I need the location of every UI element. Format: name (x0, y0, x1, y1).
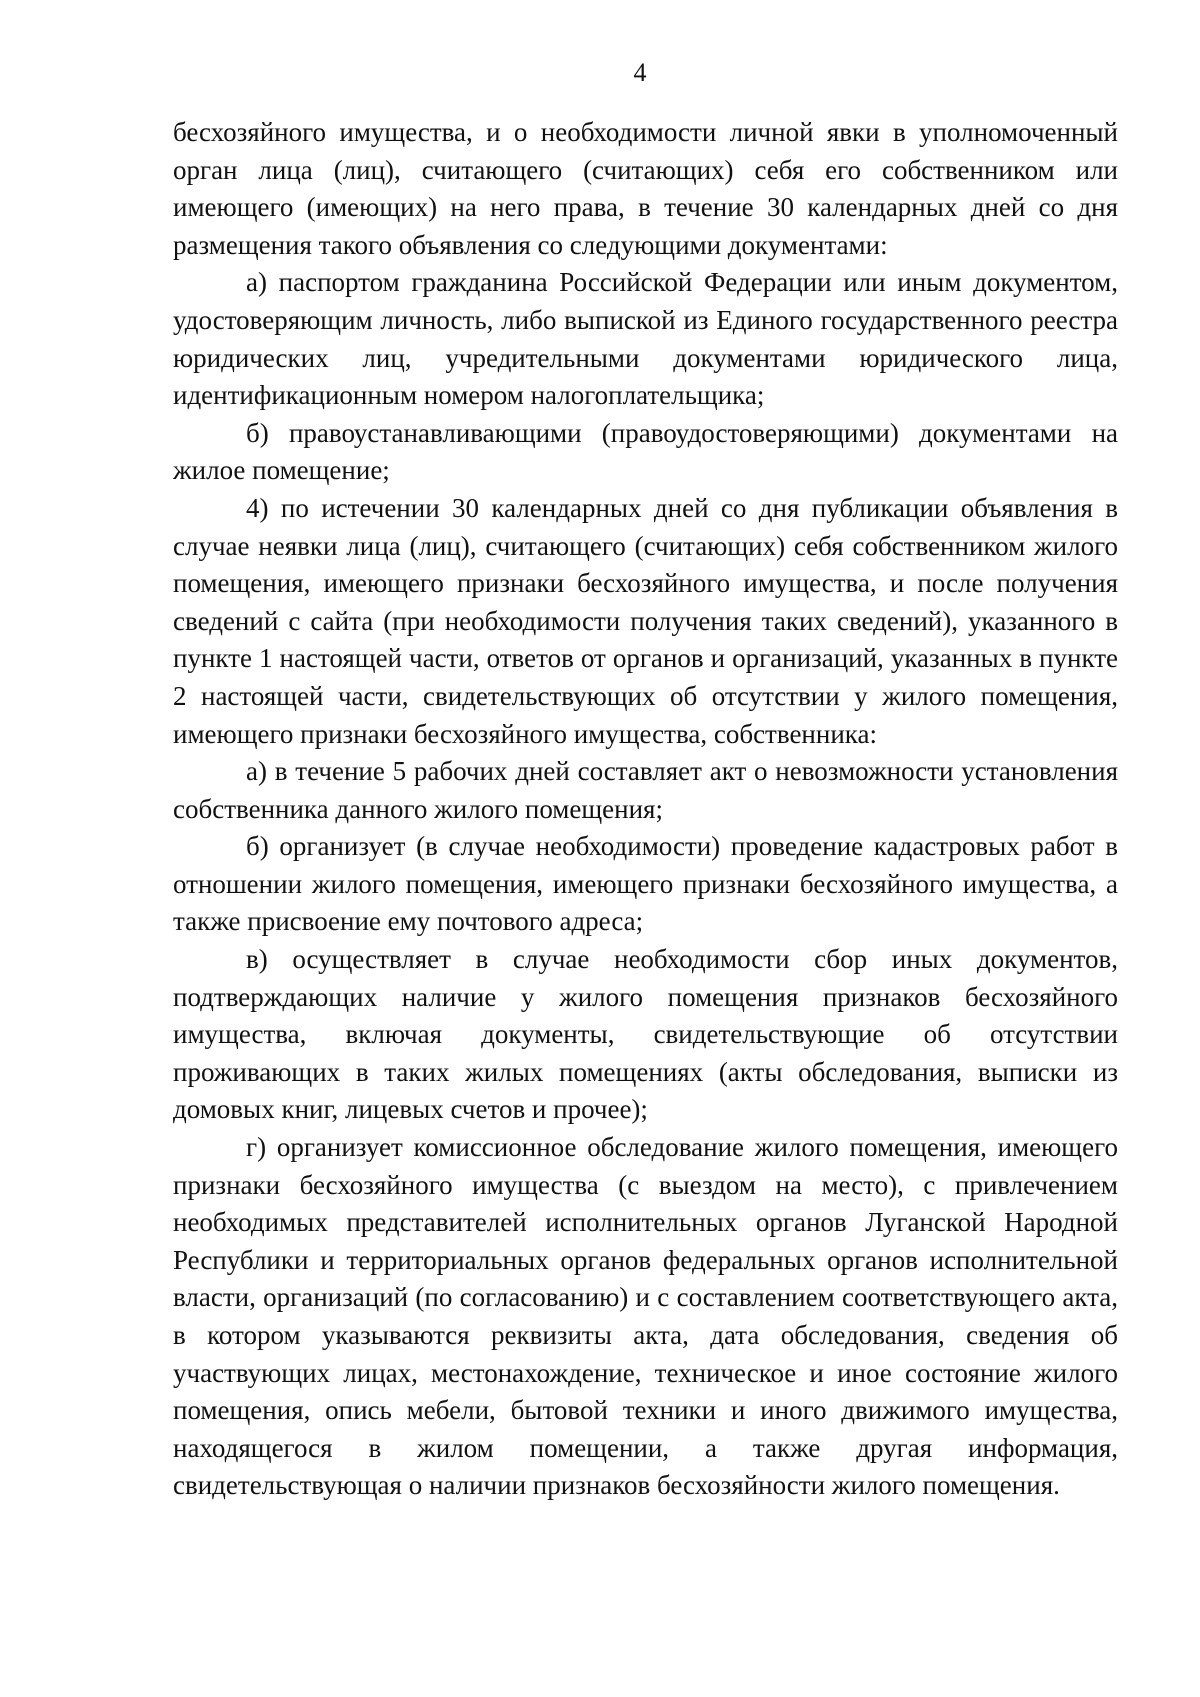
paragraph-continuation: бесхозяйного имущества, и о необходимости личной явки в уполномоченный орган лица (лиц), считающего (считающих) себя его собственником или имеющего (имеющих) на него права, в течение 30 календарных дней со дня размещения такого объявления со следующими документами: (173, 117, 1118, 260)
paragraph-item-a-act: а) в течение 5 рабочих дней составляет акт о невозможности установления собственника данного жилого помещения; (173, 756, 1118, 824)
paragraph-item-a-passport: а) паспортом гражданина Российской Федерации или иным документом, удостоверяющим личность, либо выпиской из Единого государственного реестра юридических лиц, учредительными документами юридического лица, идентификационным номером налогоплательщика; (173, 267, 1118, 411)
page-number: 4 (633, 58, 647, 87)
document-body (173, 114, 1118, 1505)
paragraph-item-b-cadastral: б) организует (в случае необходимости) проведение кадастровых работ в отношении жилого помещения, имеющего признаки бесхозяйного имущества, а также присвоение ему почтового адреса; (173, 831, 1118, 937)
paragraph-item-v-documents: в) осуществляет в случае необходимости сбор иных документов, подтверждающих наличие у жилого помещения признаков бесхозяйного имущества, включая документы, свидетельствующие об отсутствии проживающих в таких жилых помещениях (акты обследования, выписки из домовых книг, лицевых счетов и прочее); (173, 944, 1118, 1125)
paragraph-item-4: 4) по истечении 30 календарных дней со дня публикации объявления в случае неявки лица (лиц), считающего (считающих) себя собственником жилого помещения, имеющего признаки бесхозяйного имущества, и после получения сведений с сайта (при необходимости получения таких сведений), указанного в пункте 1 настоящей части, ответов от органов и организаций, указанных в пункте 2 настоящей части, свидетельствующих об отсутствии у жилого помещения, имеющего признаки бесхозяйного имущества, собственника: (173, 492, 1118, 749)
paragraph-item-g-inspection: г) организует комиссионное обследование жилого помещения, имеющего признаки бесхозяйного имущества (с выездом на место), с привлечением необходимых представителей исполнительных органов Луганской Народной Республики и территориальных органов федеральных органов исполнительной власти, организаций (по согласованию) и с составлением соответствующего акта, в котором указываются реквизиты акта, дата обследования, сведения об участвующих лицах, местонахождение, техническое и иное состояние жилого помещения, опись мебели, бытовой техники и иного движимого имущества, находящегося в жилом помещении, а также другая информация, свидетельствующая о наличии признаков бесхозяйности жилого помещения. (173, 1132, 1118, 1501)
paragraph-item-b-title-documents: б) правоустанавливающими (правоудостоверяющими) документами на жилое помещение; (173, 417, 1118, 486)
